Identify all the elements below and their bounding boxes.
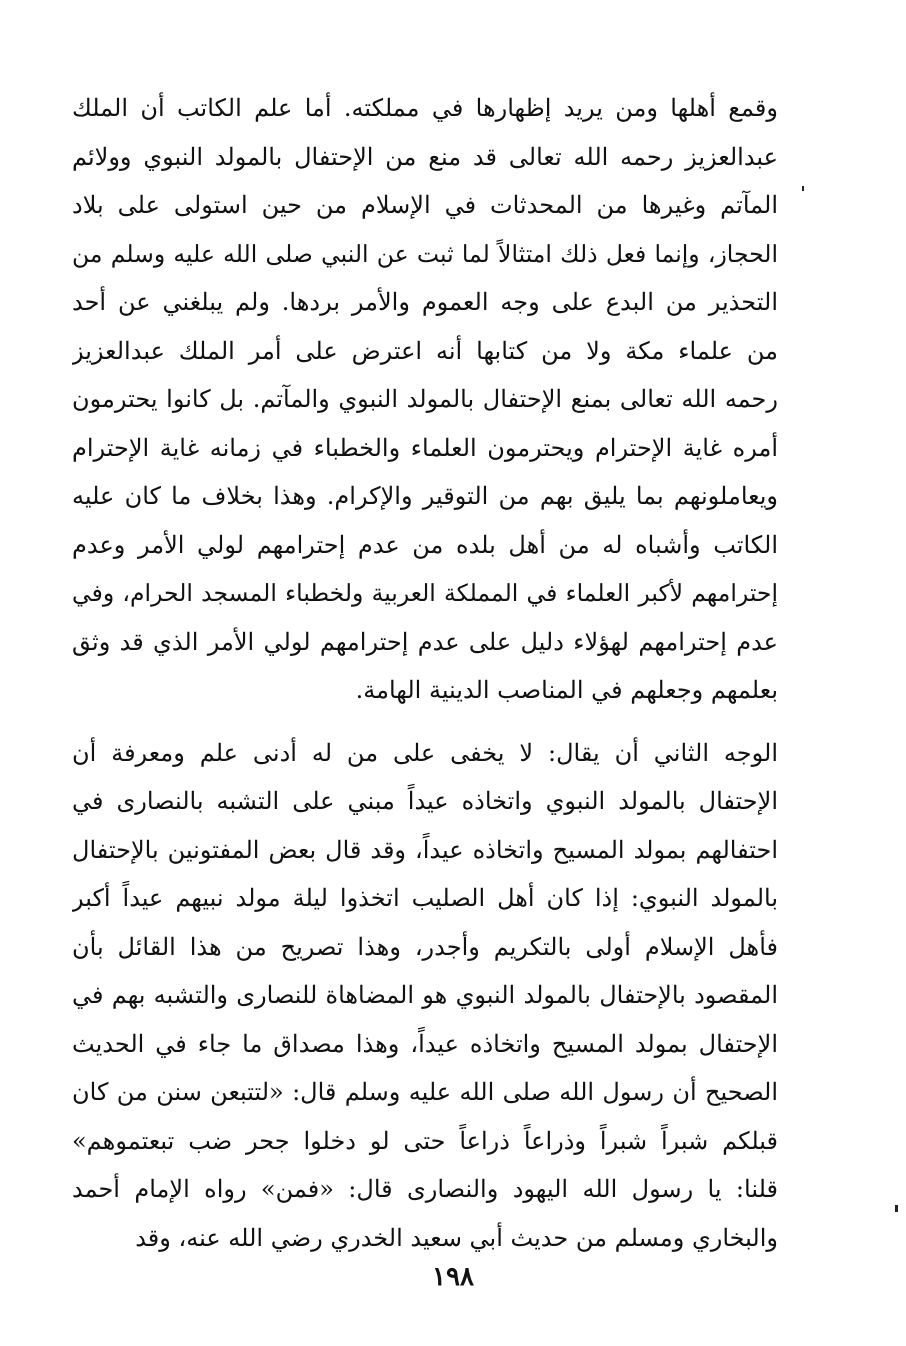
text-line: المقصود بالإحتفال بالمولد النبوي هو المضاهاة للنصارى والتشبه بهم في — [72, 981, 778, 1009]
text-line: إحترامهم لأكبر العلماء في المملكة العربية ولخطباء المسجد الحرام، وفي — [72, 579, 778, 607]
text-line: الصحيح أن رسول الله صلى الله عليه وسلم قال: «لتتبعن سنن من كان — [72, 1078, 778, 1106]
scan-mark — [895, 1205, 898, 1212]
text-line: التحذير من البدع على وجه العموم والأمر بردها. ولم يبلغني عن أحد — [72, 288, 778, 316]
text-line: بالمولد النبوي: إذا كان أهل الصليب اتخذوا ليلة مولد نبيهم عيداً أكبر — [72, 884, 778, 912]
text-line: الكاتب وأشباه له من أهل بلده من عدم إحترامهم لولي الأمر وعدم — [72, 530, 778, 559]
paragraph — [72, 84, 778, 715]
scan-mark — [802, 186, 804, 191]
text-line: وقمع أهلها ومن يريد إظهارها في مملكته. أما علم الكاتب أن الملك — [72, 94, 778, 122]
text-line: عدم إحترامهم لهؤلاء دليل على عدم إحترامهم لولي الأمر الذي قد وثق — [72, 627, 778, 656]
text-line: المآتم وغيرها من المحدثات في الإسلام من حين استولى على بلاد — [72, 191, 778, 219]
text-line: الوجه الثاني أن يقال: لا يخفى على من له أدنى علم ومعرفة أن — [72, 738, 778, 767]
text-line: ويعاملونهم بما يليق بهم من التوقير والإكرام. وهذا بخلاف ما كان عليه — [72, 482, 778, 510]
text-line: والبخاري ومسلم من حديث أبي سعيد الخدري رضي الله عنه، وقد — [135, 1223, 778, 1252]
text-line: عبدالعزيز رحمه الله تعالى قد منع من الإحتفال بالمولد النبوي وولائم — [72, 142, 778, 171]
page-body — [72, 84, 778, 1254]
text-line: قبلكم شبراً شبراً وذراعاً ذراعاً حتى لو دخلوا جحر ضب تبعتموهم» — [72, 1126, 778, 1155]
text-line: رحمه الله تعالى بمنع الإحتفال بالمولد النبوي والمآتم. بل كانوا يحترمون — [72, 385, 778, 413]
text-line: أمره غاية الإحترام ويحترمون العلماء والخطباء في زمانه غاية الإحترام — [72, 433, 778, 462]
text-line: بعلمهم وجعلهم في المناصب الدينية الهامة. — [355, 676, 778, 704]
text-line: قلنا: يا رسول الله اليهود والنصارى قال: «فمن» رواه الإمام أحمد — [72, 1175, 778, 1203]
text-line: فأهل الإسلام أولى بالتكريم وأجدر، وهذا تصريح من هذا القائل بأن — [72, 932, 778, 961]
text-line: من علماء مكة ولا من كتابها أنه اعترض على أمر الملك عبدالعزيز — [72, 336, 778, 365]
text-line: احتفالهم بمولد المسيح واتخاذه عيداً، وقد قال بعض المفتونين بالإحتفال — [72, 835, 778, 864]
paragraph — [72, 729, 778, 1263]
text-line: الإحتفال بالمولد النبوي واتخاذه عيداً مبني على التشبه بالنصارى في — [72, 787, 778, 815]
page-number: ١٩٨ — [432, 1262, 474, 1292]
text-line: الحجاز، وإنما فعل ذلك امتثالاً لما ثبت عن النبي صلى الله عليه وسلم من — [72, 239, 778, 268]
text-line: الإحتفال بمولد المسيح واتخاذه عيداً، وهذا مصداق ما جاء في الحديث — [72, 1029, 778, 1058]
